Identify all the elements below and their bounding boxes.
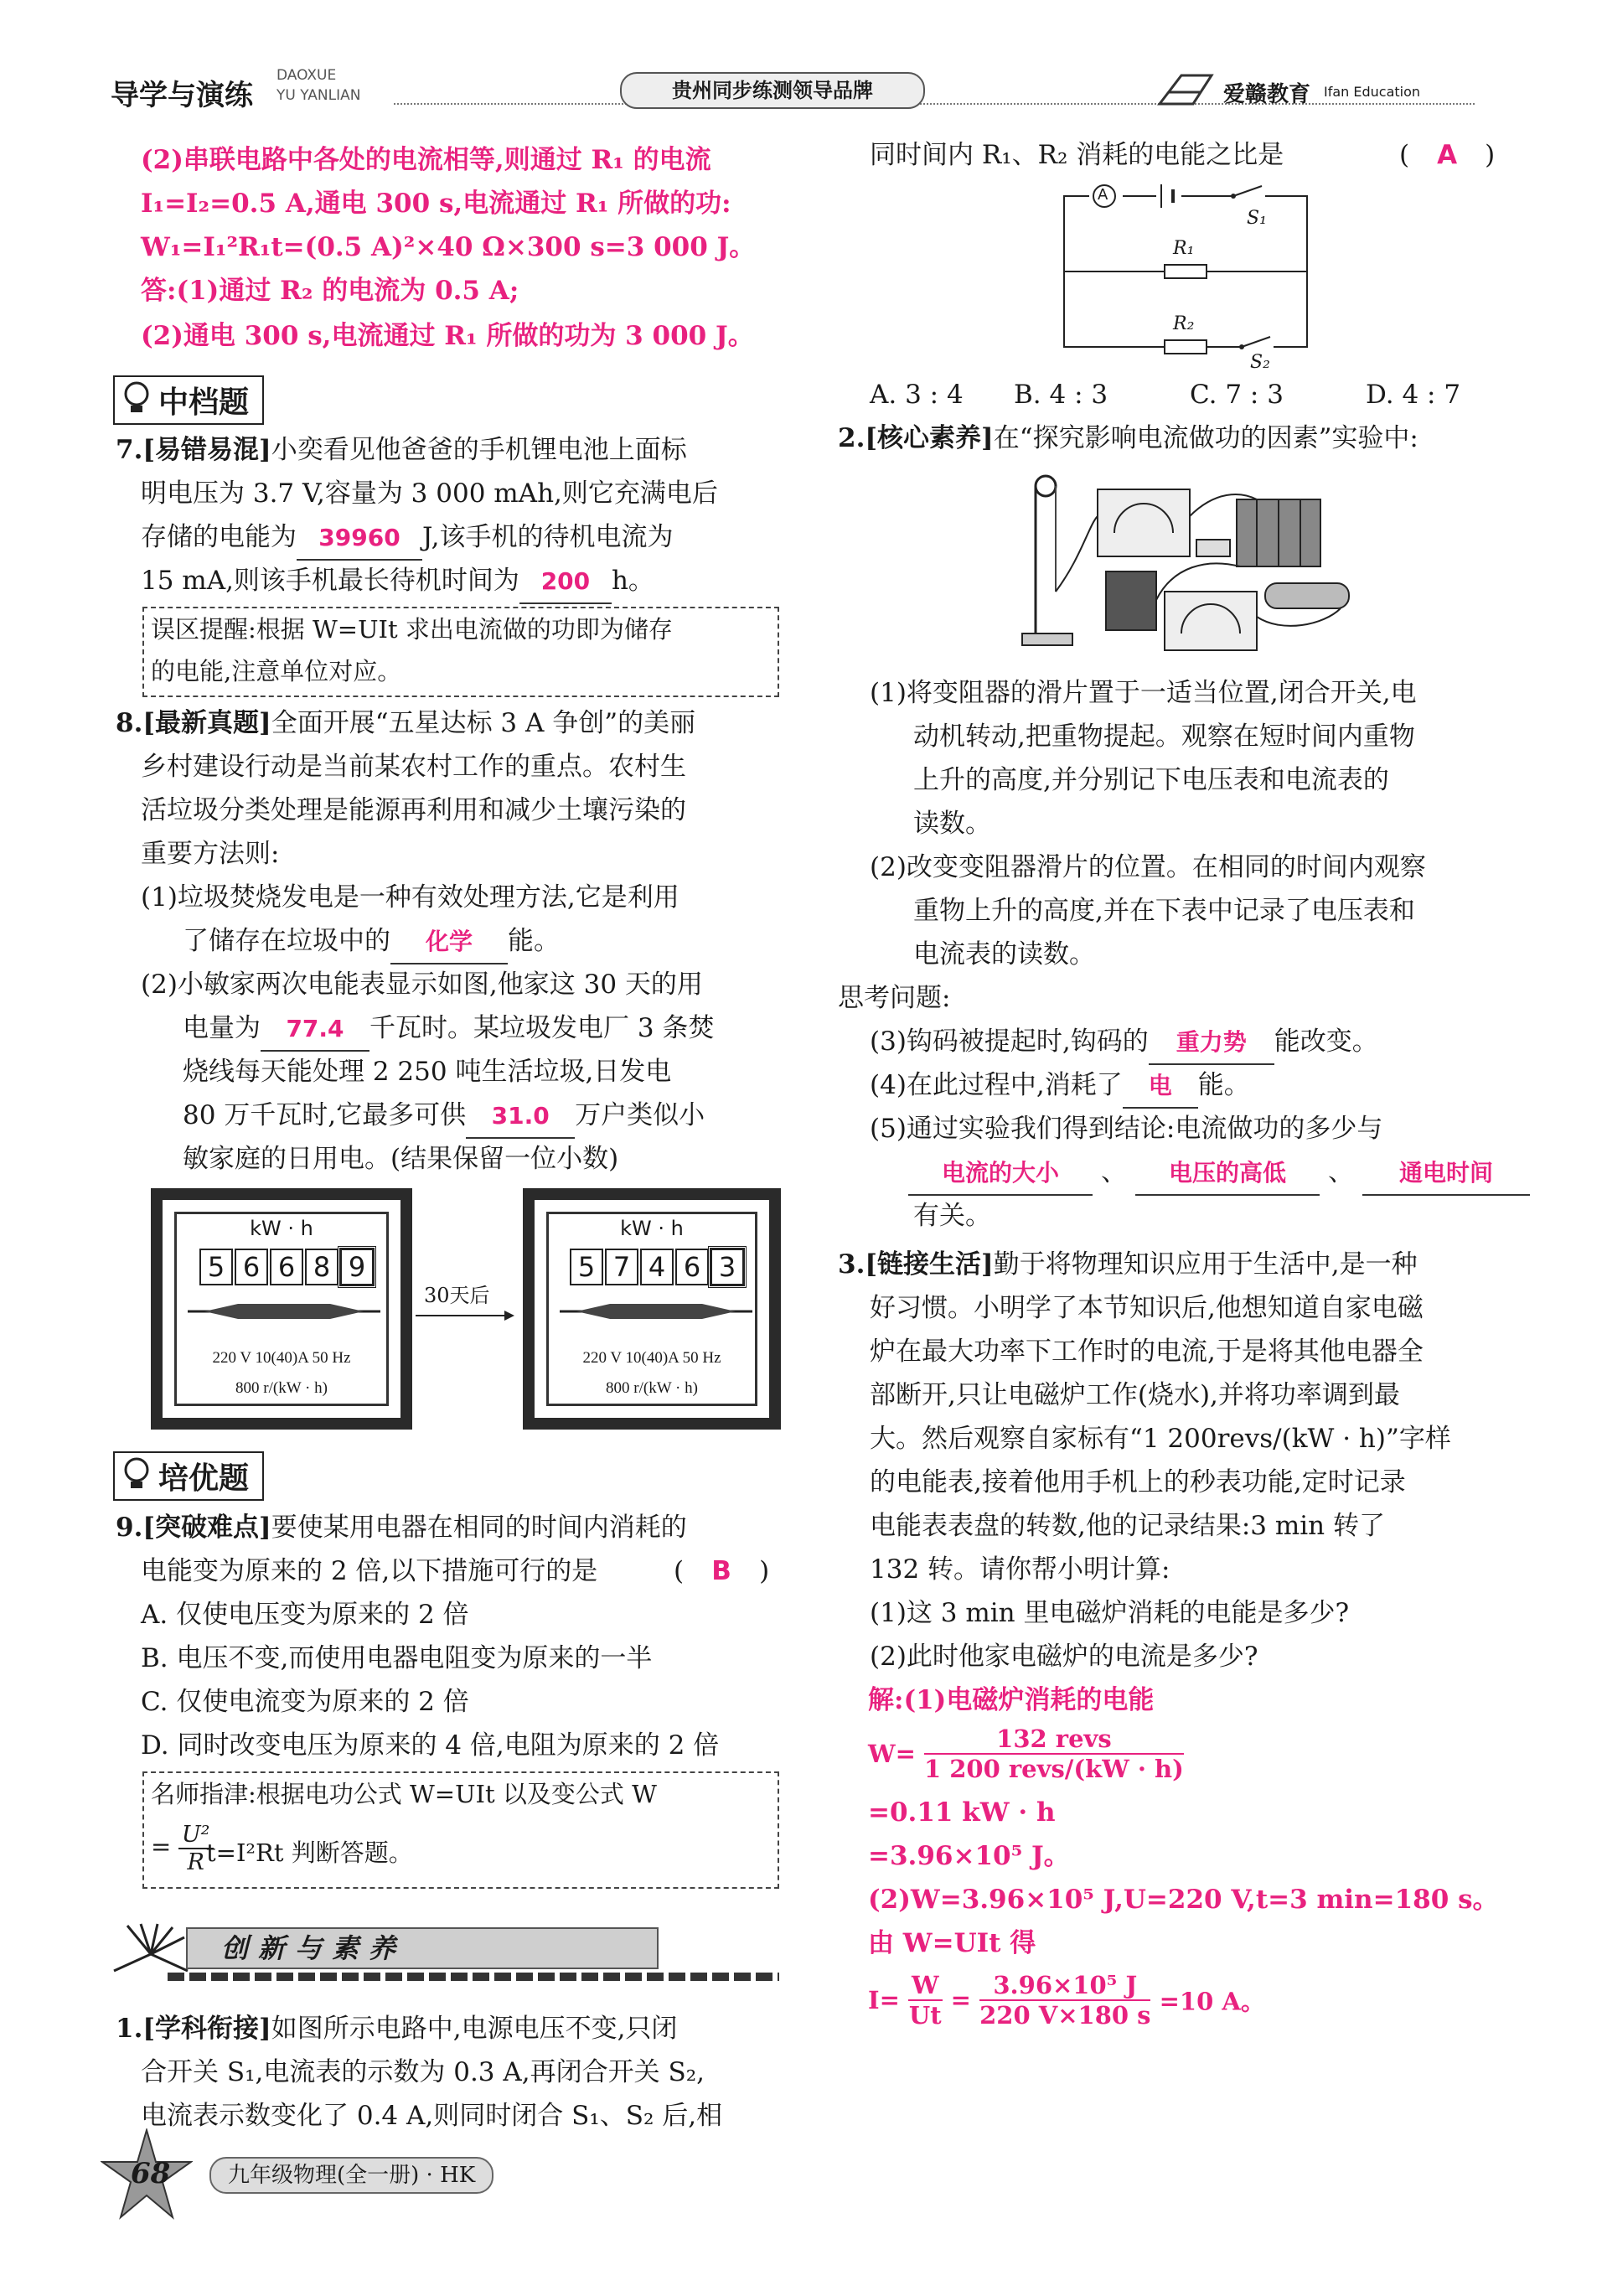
q8-part1-line-1: (1)垃圾焚烧发电是一种有效处理方法,它是利用 [141,882,679,913]
q9-tip-box [142,1771,779,1889]
r-q2-part1-line-3: 上升的高度,并分别记下电压表和电流表的 [913,765,1389,795]
section-innov-rule [168,1973,779,1981]
r-q1-answer-bracket: ( A ) [1399,134,1495,176]
header-brand: 爱赣教育 [1223,82,1311,107]
q8-line-4: 重要方法则: [141,839,280,869]
r-q3-sol-4: (2)W=3.96×10⁵ J,U=220 V,t=3 min=180 s。 [868,1885,1499,1915]
sol-prev-line-4: 答:(1)通过 R₂ 的电流为 0.5 A; [141,276,519,306]
r-q2-part4-text-a: (4)在此过程中,消耗了 [870,1070,1123,1100]
meter-digits [199,1249,375,1285]
r-q2-answer-5c: 通电时间 [1362,1152,1530,1196]
r-q2-part1-line-1: (1)将变阻器的滑片置于一适当位置,闭合开关,电 [870,678,1417,708]
q9-option-b: B. 电压不变,而使用电器电阻变为原来的一半 [141,1643,653,1673]
q8-line-1 [116,702,695,744]
q8-tag: [最新真题] [142,708,271,738]
q8-line-3: 活垃圾分类处理是能源再利用和减少土壤污染的 [141,795,686,825]
meter-digit: 5 [570,1249,603,1285]
energy-meter-after [523,1188,781,1430]
meter-arrow-label: 30天后 [424,1284,490,1307]
q7-tip-box [142,607,779,697]
footer-label [209,2157,493,2194]
circuit-r2-label: R₂ [1173,313,1195,334]
q9-tip-line-2: t=I²Rt 判断答题。 [206,1838,413,1867]
r-q2-part2-line-3: 电流表的读数。 [913,939,1095,970]
r-q2-part2-line-2: 重物上升的高度,并在下表中记录了电压表和 [913,896,1415,926]
r-q3-w-num: 132 revs [924,1725,1184,1755]
q8-answer-1: 化学 [390,921,508,964]
r-q3-line-5: 大。然后观察自家标有“1 200revs/(kW · h)”字样 [870,1424,1451,1454]
q9-option-c: C. 仅使电流变为原来的 2 倍 [141,1687,469,1717]
sol-prev-line-1: (2)串联电路中各处的电流相等,则通过 R₁ 的电流 [141,145,711,175]
r-q2-text-1: 在“探究影响电流做功的因素”实验中: [993,423,1418,453]
q9-answer-bracket: ( B ) [674,1550,769,1592]
r-q1-option-a: A. 3 : 4 [870,380,964,410]
q8-part2-text-c: 千瓦时。某垃圾发电厂 3 条焚 [369,1013,715,1043]
q8-answer-2: 77.4 [261,1008,369,1052]
section-mid-heading [113,375,264,425]
r-q2-answer-3: 重力势 [1149,1021,1274,1065]
sol-prev-line-3: W₁=I₁²R₁t=(0.5 A)²×40 Ω×300 s=3 000 J。 [141,232,756,262]
r-q3-question-2: (2)此时他家电磁炉的电流是多少? [870,1642,1258,1672]
q8-part2-line-5: 敏家庭的日用电。(结果保留一位小数) [183,1144,619,1174]
r-q1-option-b: B. 4 : 3 [1014,380,1108,410]
q7-text-3a: 存储的电能为 [141,522,297,552]
q7-text-4b: h。 [611,566,654,596]
bulb-icon [120,379,153,423]
q1-line-2: 合开关 S₁,电流表的示数为 0.3 A,再闭合开关 S₂, [141,2057,705,2087]
q8-number: 8. [116,708,143,738]
r-q2-answer-5a: 电流的大小 [908,1152,1093,1196]
header-logo-icon [1156,70,1215,111]
r-q3-line-4: 部断开,只让电磁炉工作(烧水),并将功率调到最 [870,1380,1400,1410]
circuit-s2-label: S₂ [1250,352,1270,373]
q7-text-3b: J,该手机的待机电流为 [422,522,674,552]
circuit-s1-label: S₁ [1247,208,1267,229]
section-mid-label: 中档题 [158,385,250,420]
meter-digit: 6 [270,1249,303,1285]
bulb-icon [120,1455,153,1499]
r-q2-part4-line [870,1064,1250,1109]
r-q2-tag: [核心素养] [865,423,994,453]
q7-tip-line-1: 误区提醒:根据 W=UIt 求出电流做的功即为储存 [151,615,673,644]
r-q2-part3-text-a: (3)钩码被提起时,钩码的 [870,1026,1149,1057]
q8-part1-text-c: 能。 [508,926,560,956]
q1-line-1 [116,2008,677,2050]
q7-line-3 [141,516,673,561]
r-q3-i-lhs: I= [868,1986,900,2014]
meter-digit: 5 [199,1249,233,1285]
meter-disc-icon [188,1299,380,1327]
q7-line-1 [116,429,687,471]
r-q3-line-8: 132 转。请你帮小明计算: [870,1554,1170,1585]
r-q3-w-lhs: W= [868,1740,916,1768]
q1-number: 1. [116,2014,143,2044]
sol-prev-line-2: I₁=I₂=0.5 A,通电 300 s,电流通过 R₁ 所做的功: [141,189,731,219]
r-q3-tag: [链接生活] [865,1249,994,1280]
q9-tip-fraction: = $\frac{\text{U²}}{R}$ [151,1822,214,1875]
r-q2-part5-line-3: 有关。 [913,1201,991,1231]
q8-part2-line-4 [183,1094,705,1139]
r-q2-line-1 [838,417,1418,459]
r-q3-i-f2-den: 220 V×180 s [979,2001,1151,2030]
r-q3-i-f1-den: Ut [908,2001,942,2030]
footer-page-number: 68 [131,2157,171,2190]
q7-tip-line-2: 的电能,注意单位对应。 [151,657,402,685]
meter-rate: 800 r/(kW · h) [606,1379,698,1397]
meter-spec: 220 V 10(40)A 50 Hz [212,1349,351,1367]
q9-text-2: 电能变为原来的 2 倍,以下措施可行的是 [141,1556,598,1586]
q8-part1-text-b: 了储存在垃圾中的 [183,926,390,956]
meter-digit: 7 [605,1249,638,1285]
meter-unit: kW · h [620,1217,684,1240]
meter-disc-icon [560,1299,752,1327]
q9-line-2 [141,1550,597,1592]
q9-number: 9. [116,1513,143,1543]
r-q3-number: 3. [838,1249,866,1280]
r-q2-part1-line-2: 动机转动,把重物提起。观察在短时间内重物 [913,721,1415,752]
q7-text-4a: 15 mA,则该手机最长待机时间为 [141,566,519,596]
q1-text-1: 如图所示电路中,电源电压不变,只闭 [271,2014,678,2044]
r-q1-option-c: C. 7 : 3 [1190,380,1284,410]
q7-line-4 [141,560,654,604]
q7-number: 7. [116,435,143,465]
q8-part2-text-b: 电量为 [183,1013,261,1043]
meter-digit: 9 [340,1249,374,1285]
experiment-apparatus [1005,466,1357,662]
q7-line-2: 明电压为 3.7 V,容量为 3 000 mAh,则它充满电后 [141,478,718,509]
r-q2-answer-4: 电 [1123,1065,1198,1109]
q9-tag: [突破难点] [142,1513,271,1543]
q9-option-a: A. 仅使电压变为原来的 2 倍 [141,1600,469,1630]
r-q3-sol-2: =0.11 kW · h [868,1797,1056,1828]
header-title: 导学与演练 [111,79,253,112]
circuit-wires [1056,179,1315,372]
q7-answer-1: 39960 [297,517,422,561]
r-q3-sol-5: 由 W=UIt 得 [868,1928,1036,1958]
meter-digit: 6 [235,1249,268,1285]
r-q2-part3-line [870,1021,1378,1065]
r-q1-option-d: D. 4 : 7 [1366,380,1461,410]
header-brand-en: Ifan Education [1324,84,1421,100]
header-banner [620,72,925,109]
q9-line-1 [116,1507,687,1549]
q9-tip-line-1: 名师指津:根据电功公式 W=UIt 以及变公式 W [151,1780,657,1808]
section-adv-heading [113,1451,264,1501]
r-q3-sol-i-fraction [868,1971,1265,2030]
r-q3-text-1: 勤于将物理知识应用于生活中,是一种 [993,1249,1418,1280]
r-q2-think-heading: 思考问题: [838,983,951,1013]
r-q3-line-7: 电能表表盘的转数,他的记录结果:3 min 转了 [870,1511,1386,1541]
r-q2-part5-line-1: (5)通过实验我们得到结论:电流做功的多少与 [870,1114,1383,1144]
q8-part2-text-f: 万户类似小 [575,1100,705,1130]
meter-digit: 3 [710,1249,744,1285]
meter-rate: 800 r/(kW · h) [235,1379,328,1397]
header-banner-text: 贵州同步练测领导品牌 [672,79,873,102]
section-innov-label: 创新与素养 [221,1932,406,1964]
meter-digit: 8 [305,1249,338,1285]
q9-option-d: D. 同时改变电压为原来的 4 倍,电阻为原来的 2 倍 [141,1730,720,1761]
q9-frac-num: U² [178,1822,214,1849]
header-pinyin-2: YU YANLIAN [276,87,361,104]
circuit-r1-label: R₁ [1173,238,1195,259]
r-q2-sep-2: 、 [1328,1157,1354,1187]
section-adv-label: 培优题 [158,1461,250,1496]
sol-prev-line-5: (2)通电 300 s,电流通过 R₁ 所做的功为 3 000 J。 [141,321,754,351]
r-q3-w-den: 1 200 revs/(kW · h) [923,1755,1184,1783]
r-q3-line-3: 炉在最大功率下工作时的电流,于是将其他电器全 [870,1337,1424,1367]
r-q3-i-eq: = [950,1986,971,2014]
arrow-right-icon [416,1307,516,1327]
q7-text-1: 小奕看见他爸爸的手机锂电池上面标 [271,435,687,465]
r-q2-part3-text-b: 能改变。 [1274,1026,1378,1057]
q8-part2-line-2 [183,1007,714,1052]
meter-digits [570,1249,746,1285]
r-q2-part5-line-2 [908,1151,1530,1196]
r-q3-i-f1-num: W [908,1971,943,2001]
q7-tag: [易错易混] [142,435,271,465]
r-q2-sep-1: 、 [1101,1157,1127,1187]
r-q3-line-6: 的电能表,接着他用手机上的秒表功能,定时记录 [870,1467,1406,1497]
r-q3-line-2: 好习惯。小明学了本节知识后,他想知道自家电磁 [870,1293,1424,1323]
apparatus-drawing [1005,466,1357,662]
r-q1-answer: A [1437,140,1458,170]
r-q3-sol-w-fraction [868,1725,1184,1783]
r-q3-i-f2-num: 3.96×10⁵ J [979,1971,1150,2001]
footer-text: 九年级物理(全一册) · HK [228,2163,476,2188]
energy-meter-before [151,1188,412,1430]
r-q3-line-1 [838,1244,1418,1285]
r-q3-question-1: (1)这 3 min 里电磁炉消耗的电能是多少? [870,1598,1350,1628]
r-q2-part2-line-1: (2)改变变阻器滑片的位置。在相同的时间内观察 [870,852,1426,882]
meter-digit: 4 [640,1249,674,1285]
meter-digit: 6 [675,1249,709,1285]
header-rule [394,103,1475,105]
q8-line-2: 乡村建设行动是当前某农村工作的重点。农村生 [141,752,686,782]
circuit-diagram [1056,179,1315,372]
r-q3-sol-3: =3.96×10⁵ J。 [868,1841,1070,1871]
header-pinyin-1: DAOXUE [276,67,337,84]
q7-answer-2: 200 [519,561,612,604]
q1-tag: [学科衔接] [142,2014,271,2044]
q8-part1-line-2 [183,920,560,964]
meter-unit: kW · h [250,1217,313,1240]
q8-part2-line-3: 烧线每天能处理 2 250 吨生活垃圾,日发电 [183,1057,672,1087]
r-q1-continued: 同时间内 R₁、R₂ 消耗的电能之比是 [870,140,1284,170]
circuit-ammeter-label: A [1098,186,1108,204]
meter-spec: 220 V 10(40)A 50 Hz [582,1349,721,1367]
q8-answer-3: 31.0 [466,1095,575,1139]
q8-part2-text-e: 80 万千瓦时,它最多可供 [183,1100,467,1130]
r-q2-number: 2. [838,423,866,453]
q8-part2-line-1: (2)小敏家两次电能表显示如图,他家这 30 天的用 [141,970,703,1000]
r-q3-i-result: =10 A。 [1159,1987,1265,2016]
r-q2-part4-text-b: 能。 [1197,1070,1250,1100]
q1-line-3: 电流表示数变化了 0.4 A,则同时闭合 S₁、S₂ 后,相 [141,2101,723,2131]
q9-answer: B [711,1556,731,1586]
r-q2-part1-line-4: 读数。 [913,809,991,839]
q9-frac-den: R [187,1849,204,1875]
r-q3-sol-1: 解:(1)电磁炉消耗的电能 [868,1685,1155,1715]
q8-text-1: 全面开展“五星达标 3 A 争创”的美丽 [271,708,696,738]
q9-text-1: 要使某用电器在相同的时间内消耗的 [271,1513,687,1543]
r-q2-answer-5b: 电压的高低 [1135,1152,1320,1196]
section-innov-heading [186,1927,659,1969]
